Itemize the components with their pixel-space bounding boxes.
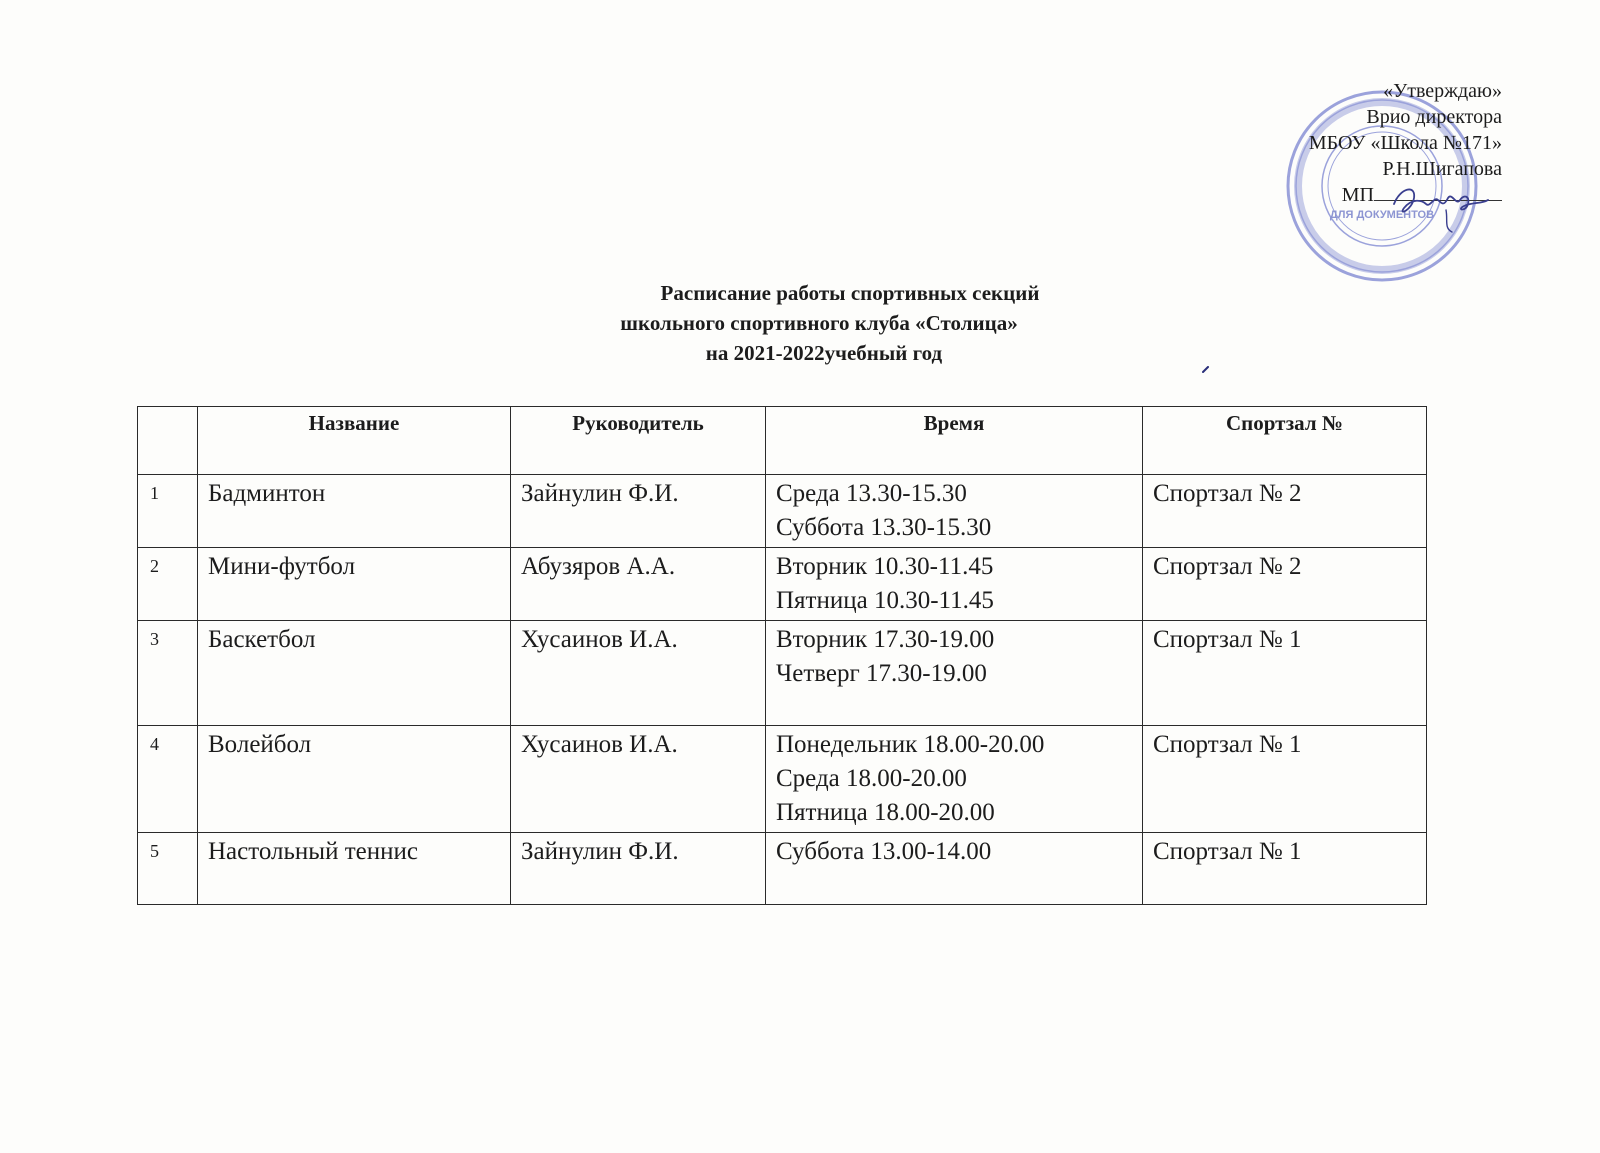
row-number: 5 (138, 833, 198, 905)
header-name: Название (198, 407, 511, 475)
section-name: Мини-футбол (198, 548, 511, 621)
signature-scribble (1386, 170, 1496, 240)
time-slot: Вторник 10.30-11.45 (776, 553, 994, 580)
time-slot: Пятница 10.30-11.45 (776, 587, 994, 614)
approval-position: Врио директора (1366, 106, 1502, 128)
title-line-2: школьного спортивного клуба «Столица» (620, 311, 1018, 335)
title-line-1: Расписание работы спортивных секций (660, 281, 1040, 305)
section-leader: Зайнулин Ф.И. (511, 833, 766, 905)
table-row (138, 548, 1427, 621)
section-gym: Спортзал № 1 (1143, 833, 1427, 905)
document-title (0, 278, 1600, 368)
row-number: 3 (138, 621, 198, 726)
section-time (766, 833, 1143, 905)
section-leader: Абузяров А.А. (511, 548, 766, 621)
section-gym: Спортзал № 2 (1143, 475, 1427, 548)
section-leader: Хусаинов И.А. (511, 726, 766, 833)
time-slot: Среда 18.00-20.00 (776, 765, 967, 792)
time-slot: Среда 13.30-15.30 (776, 480, 967, 507)
header-num (138, 407, 198, 475)
schedule-table (137, 406, 1427, 905)
row-number: 2 (138, 548, 198, 621)
section-name: Баскетбол (198, 621, 511, 726)
section-gym: Спортзал № 1 (1143, 726, 1427, 833)
section-name: Волейбол (198, 726, 511, 833)
table-row (138, 833, 1427, 905)
approval-title: «Утверждаю» (1383, 80, 1502, 102)
section-leader: Зайнулин Ф.И. (511, 475, 766, 548)
section-time (766, 548, 1143, 621)
section-gym: Спортзал № 2 (1143, 548, 1427, 621)
section-leader: Хусаинов И.А. (511, 621, 766, 726)
mp-label: МП (1341, 184, 1374, 206)
time-slot: Пятница 18.00-20.00 (776, 799, 995, 826)
approval-organization: МБОУ «Школа №171» (1308, 132, 1502, 154)
section-name: Бадминтон (198, 475, 511, 548)
time-slot: Суббота 13.00-14.00 (776, 838, 992, 865)
section-time (766, 726, 1143, 833)
table-header-row (138, 407, 1427, 475)
section-time (766, 475, 1143, 548)
table-row (138, 475, 1427, 548)
section-time (766, 621, 1143, 726)
seal-text: ДЛЯ ДОКУМЕНТОВ (1329, 209, 1435, 221)
time-slot: Четверг 17.30-19.00 (776, 660, 987, 687)
time-slot: Понедельник 18.00-20.00 (776, 731, 1045, 758)
time-slot: Вторник 17.30-19.00 (776, 626, 995, 653)
section-name: Настольный теннис (198, 833, 511, 905)
approval-director-name: Р.Н.Шигапова (1382, 158, 1502, 180)
header-gym: Спортзал № (1143, 407, 1427, 475)
ink-dot-mark (1202, 366, 1210, 374)
section-gym: Спортзал № 1 (1143, 621, 1427, 726)
time-slot: Суббота 13.30-15.30 (776, 514, 992, 541)
table-row (138, 621, 1427, 726)
header-time: Время (766, 407, 1143, 475)
header-leader: Руководитель (511, 407, 766, 475)
row-number: 4 (138, 726, 198, 833)
title-line-3: на 2021-2022учебный год (705, 341, 943, 365)
table-row (138, 726, 1427, 833)
row-number: 1 (138, 475, 198, 548)
